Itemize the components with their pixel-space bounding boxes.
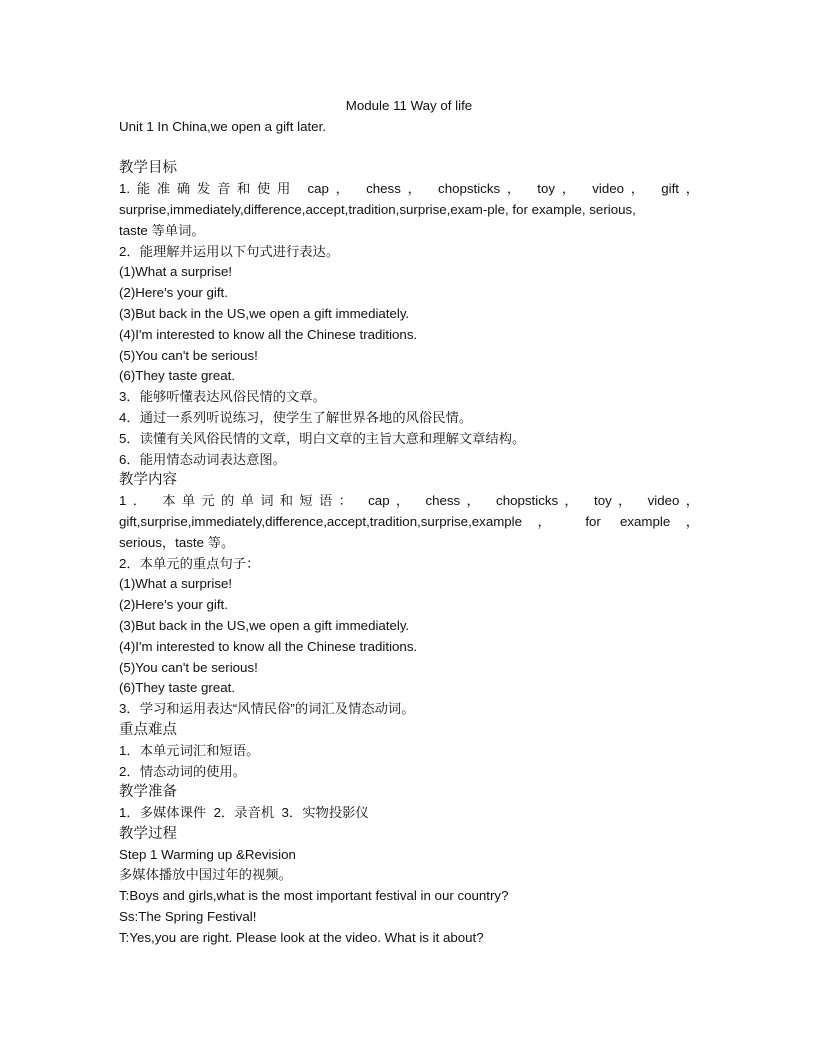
content-item3: 3．学习和运用表达“风情民俗”的词汇及情态动词。 [119, 701, 415, 717]
difficulties-item1: 1．本单元词汇和短语。 [119, 742, 260, 758]
content-sentence-6: (6)They taste great. [119, 680, 236, 696]
difficulties-item2: 2．情态动词的使用。 [119, 763, 247, 779]
content-sentence-2: (2)Here's your gift. [119, 597, 228, 613]
objectives-sentence-5: (5)You can't be serious! [119, 347, 258, 363]
objectives-heading: 教学目标 [119, 160, 177, 177]
process-step1: Step 1 Warming up &Revision [119, 846, 296, 862]
preparation-items: 1．多媒体课件 2．录音机 3．实物投影仪 [119, 805, 369, 821]
content-item1-line-a: 1． 本单元的单词和短语： cap， chess， chopsticks， toy， video， [119, 493, 699, 509]
objectives-sentence-2: (2)Here's your gift. [119, 285, 228, 301]
objectives-sentence-1: (1)What a surprise! [119, 264, 233, 280]
content-item1-line-c: serious，taste 等。 [119, 534, 235, 550]
content-item2: 2．本单元的重点句子： [119, 555, 260, 571]
content-item1-line-b: gift,surprise,immediately,difference,accept,tradition,surprise,example， for example， [119, 513, 699, 529]
objectives-sentence-4: (4)I'm interested to know all the Chinese traditions. [119, 326, 418, 342]
objectives-item2: 2．能理解并运用以下句式进行表达。 [119, 243, 340, 259]
content-sentence-5: (5)You can't be serious! [119, 659, 258, 675]
objectives-item5: 5．读懂有关风俗民情的文章，明白文章的主旨大意和理解文章结构。 [119, 430, 526, 446]
content-sentence-1: (1)What a surprise! [119, 576, 233, 592]
preparation-heading: 教学准备 [119, 784, 177, 801]
content-sentence-3: (3)But back in the US,we open a gift immediately. [119, 617, 410, 633]
process-line-3: Ss:The Spring Festival! [119, 909, 257, 925]
objectives-item1-line-c: taste 等单词。 [119, 222, 205, 238]
content-sentence-4: (4)I'm interested to know all the Chinese traditions. [119, 638, 418, 654]
process-heading: 教学过程 [119, 825, 177, 842]
difficulties-heading: 重点难点 [119, 721, 177, 738]
process-line-1: 多媒体播放中国过年的视频。 [119, 867, 292, 883]
process-line-4: T:Yes,you are right. Please look at the video. What is it about? [119, 929, 484, 945]
objectives-sentence-6: (6)They taste great. [119, 368, 236, 384]
objectives-item4: 4．通过一系列听说练习，使学生了解世界各地的风俗民情。 [119, 409, 473, 425]
objectives-item1-line-b: surprise,immediately,difference,accept,tradition,surprise,exam-ple, for example, serious, [119, 201, 636, 217]
objectives-item6: 6．能用情态动词表达意图。 [119, 451, 286, 467]
objectives-sentence-3: (3)But back in the US,we open a gift immediately. [119, 305, 410, 321]
unit-title: Unit 1 In China,we open a gift later. [119, 118, 326, 134]
document-body [119, 96, 699, 949]
objectives-item1-line-a: 1.能准确发音和使用 cap， chess， chopsticks， toy， video， gift， [119, 181, 699, 197]
document-title: Module 11 Way of life [345, 98, 473, 113]
objectives-item3: 3．能够听懂表达风俗民情的文章。 [119, 389, 326, 405]
blank-line [119, 138, 699, 159]
process-line-2: T:Boys and girls,what is the most important festival in our country? [119, 888, 509, 904]
content-heading: 教学内容 [119, 472, 177, 489]
